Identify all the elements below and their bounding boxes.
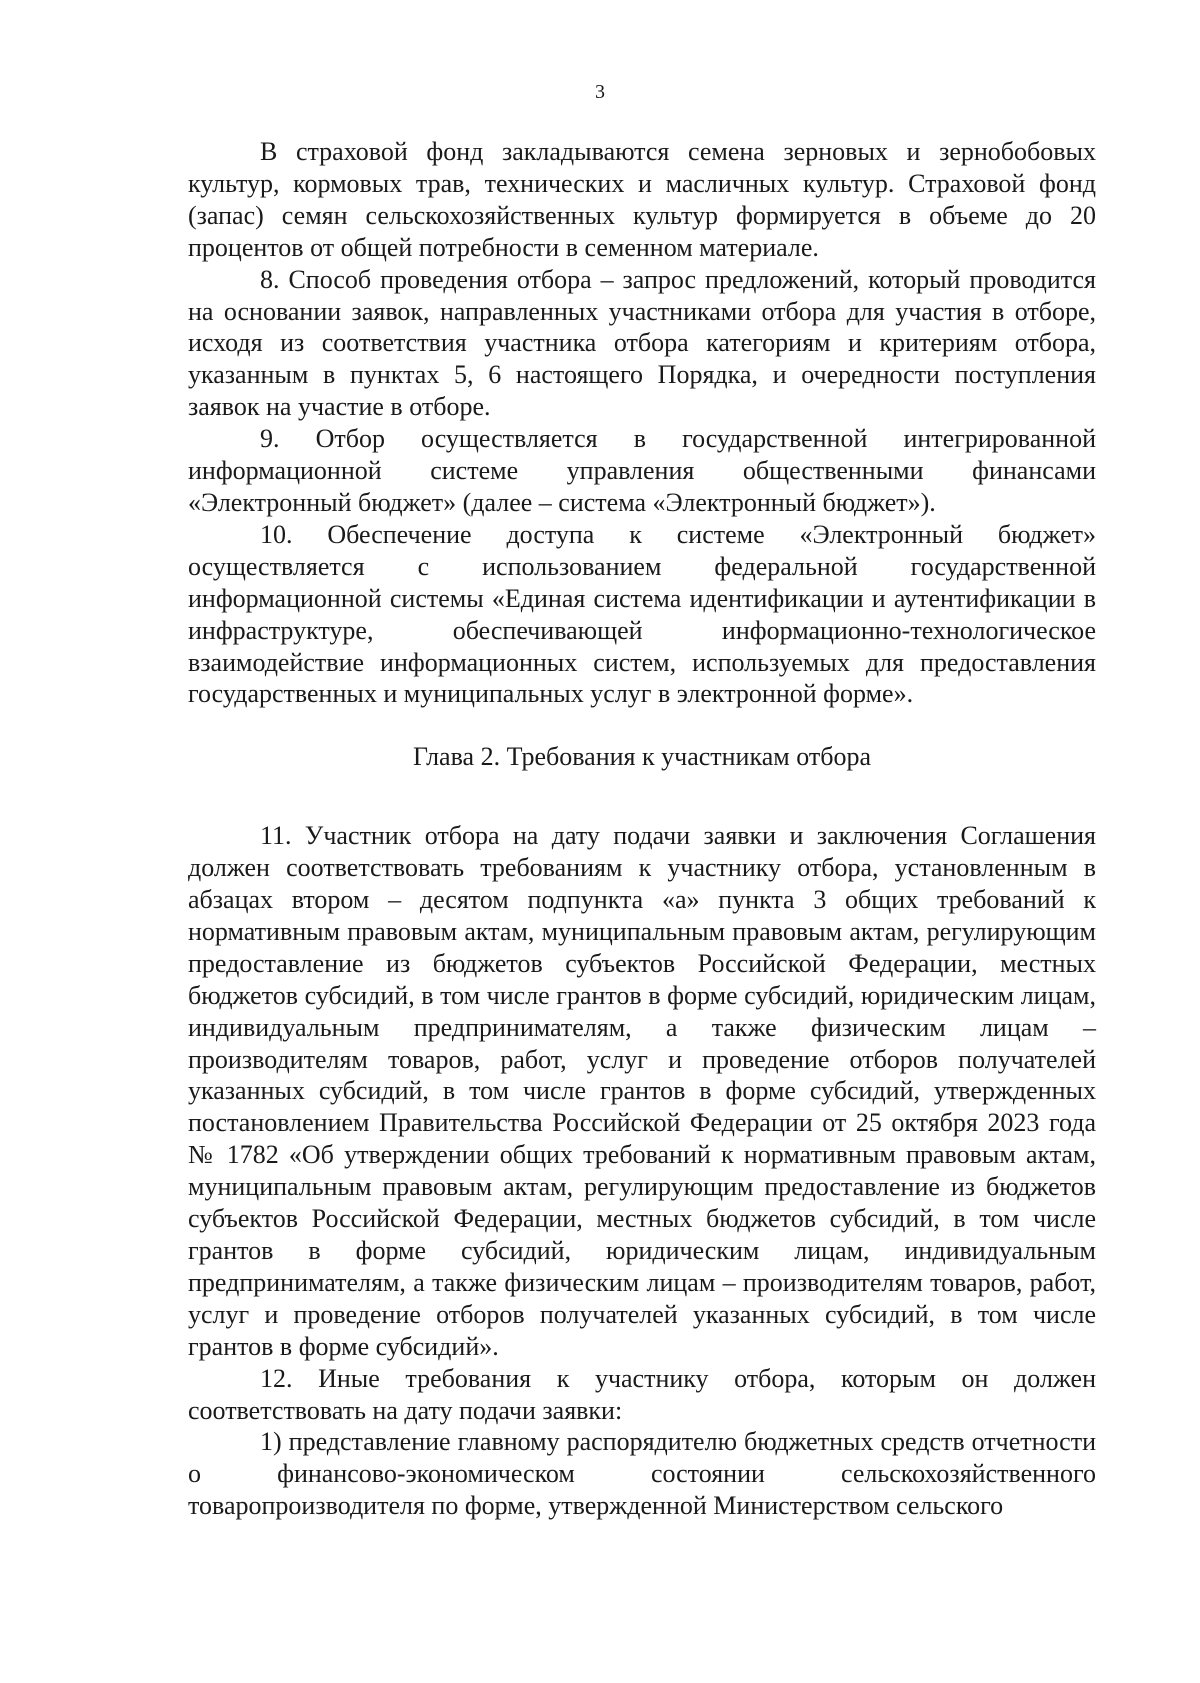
document-body: [188, 136, 1096, 1522]
paragraph-item-10: 10. Обеспечение доступа к системе «Электронный бюджет» осуществляется с использованием федеральной государственной информационной системы «Единая система идентификации и аутентификации в инфраструктуре, обеспечивающей информационно-технологическое взаимодействие информационных систем, используемых для предоставления государственных и муниципальных услуг в электронной форме».: [188, 519, 1096, 709]
paragraph-subitem-1: 1) представление главному распорядителю бюджетных средств отчетности о финансово-экономическом состоянии сельскохозяйственного товаропроизводителя по форме, утвержденной Министерством сельского: [188, 1427, 1096, 1521]
paragraph-item-9: 9. Отбор осуществляется в государственной интегрированной информационной системе управления общественными финансами «Электронный бюджет» (далее – система «Электронный бюджет»).: [188, 424, 1096, 517]
paragraph-item-8: 8. Способ проведения отбора – запрос предложений, который проводится на основании заявок, направленных участниками отбора для участия в отборе, исходя из соответствия участника отбора категориям и критериям отбора, указанным в пунктах 5, 6 настоящего Порядка, и очередности поступления заявок на участие в отборе.: [188, 264, 1096, 422]
paragraph-seed-insurance-fund: В страховой фонд закладываются семена зерновых и зернобобовых культур, кормовых трав, технических и масличных культур. Страховой фонд (запас) семян сельскохозяйственных культур формируется в объеме до 20 процентов от общей потребности в семенном материале.: [188, 137, 1096, 262]
page-number: 3: [595, 81, 605, 103]
paragraph-item-12: 12. Иные требования к участнику отбора, которым он должен соответствовать на дату подачи заявки:: [188, 1363, 1096, 1425]
chapter-heading: Глава 2. Требования к участникам отбора: [413, 742, 871, 772]
paragraph-item-11: 11. Участник отбора на дату подачи заявки и заключения Соглашения должен соответствовать требованиям к участнику отбора, установленным в абзацах втором – десятом подпункта «а» пункта 3 общих требований к нормативным правовым актам, муниципальным правовым актам, регулирующим предоставление из бюджетов субъектов Российской Федерации, местных бюджетов субсидий, в том числе грантов в форме субсидий, юридическим лицам, индивидуальным предпринимателям, а также физическим лицам – производителям товаров, работ, услуг и проведение отборов получателей указанных субсидий, в том числе грантов в форме субсидий, утвержденных постановлением Правительства Российской Федерации от 25 октября 2023 года № 1782 «Об утверждении общих требований к нормативным правовым актам, муниципальным правовым актам, регулирующим предоставление из бюджетов субъектов Российской Федерации, местных бюджетов субсидий, в том числе грантов в форме субсидий, юридическим лицам, индивидуальным предпринимателям, а также физическим лицам – производителям товаров, работ, услуг и проведение отборов получателей указанных субсидий, в том числе грантов в форме субсидий».: [188, 821, 1096, 1361]
